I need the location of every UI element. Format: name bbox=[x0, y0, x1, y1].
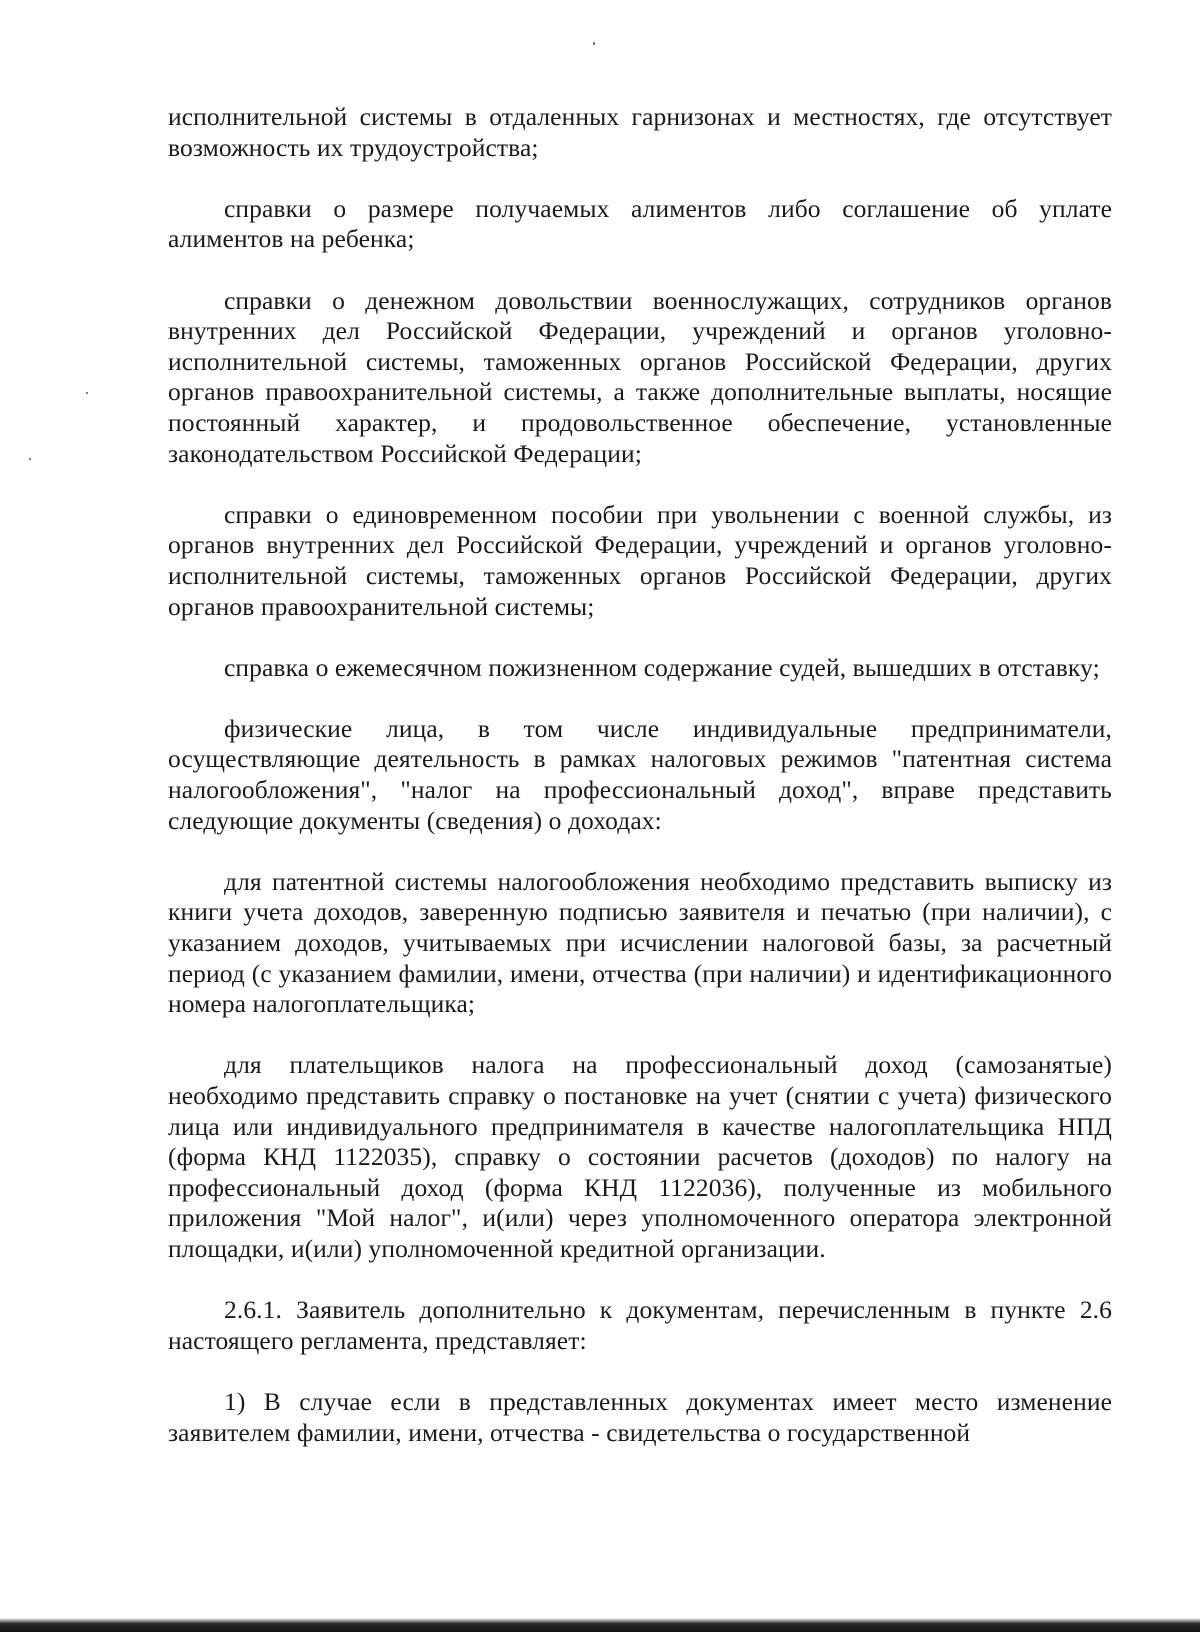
document-body bbox=[168, 102, 1112, 1479]
scan-speck bbox=[29, 458, 31, 460]
paragraph-item-1: 1) В случае если в представленных документах имеет место изменение заявителем фамилии, имени, отчества - свидетельства о государственной bbox=[168, 1386, 1112, 1447]
paragraph-individual-entrepreneurs: физические лица, в том числе индивидуальные предприниматели, осуществляющие деятельность в рамках налоговых режимов "патентная система налогообложения", "налог на профессиональный доход", вправе представить следующие документы (сведения) о доходах: bbox=[168, 713, 1112, 835]
scan-edge-bar bbox=[0, 1618, 1200, 1632]
paragraph-self-employed: для плательщиков налога на профессиональный доход (самозанятые) необходимо представить справку о постановке на учет (снятии с учета) физического лица или индивидуального предпринимателя в качестве налогоплательщика НПД (форма КНД 1122035), справку о состоянии расчетов (доходов) по налогу на профессиональный доход (форма КНД 1122036), полученные из мобильного приложения "Мой налог", и(или) через уполномоченного оператора электронной площадки, и(или) уполномоченной кредитной организации. bbox=[168, 1050, 1112, 1263]
paragraph-military-allowance: справки о денежном довольствии военнослужащих, сотрудников органов внутренних дел Российской Федерации, учреждений и органов уголовно-исполнительной системы, таможенных органов Российской Федерации, других органов правоохранительной системы, а также дополнительные выплаты, носящие постоянный характер, и продовольственное обеспечение, установленные законодательством Российской Федерации; bbox=[168, 285, 1112, 468]
scan-speck bbox=[86, 392, 88, 394]
paragraph-judges-allowance: справка о ежемесячном пожизненном содержание судей, вышедших в отставку; bbox=[224, 652, 1100, 682]
scan-speck bbox=[593, 42, 595, 45]
paragraph-discharge-benefit: справки о единовременном пособии при увольнении с военной службы, из органов внутренних дел Российской Федерации, учреждений и органов уголовно-исполнительной системы, таможенных органов Российской Федерации, других органов правоохранительной системы; bbox=[168, 499, 1112, 621]
paragraph-section-2-6-1: 2.6.1. Заявитель дополнительно к документам, перечисленным в пункте 2.6 настоящего регламента, представляет: bbox=[168, 1295, 1112, 1355]
paragraph-patent-system: для патентной системы налогообложения необходимо представить выписку из книги учета доходов, заверенную подписью заявителя и печатью (при наличии), с указанием доходов, учитываемых при исчислении налоговой базы, за расчетный период (с указанием фамилии, имени, отчества (при наличии) и идентификационного номера налогоплательщика; bbox=[168, 866, 1112, 1019]
paragraph-alimony: справки о размере получаемых алиментов либо соглашение об уплате алиментов на ребенка; bbox=[168, 193, 1112, 254]
paragraph-continuation: исполнительной системы в отдаленных гарнизонах и местностях, где отсутствует возможность их трудоустройства; bbox=[168, 102, 1112, 162]
